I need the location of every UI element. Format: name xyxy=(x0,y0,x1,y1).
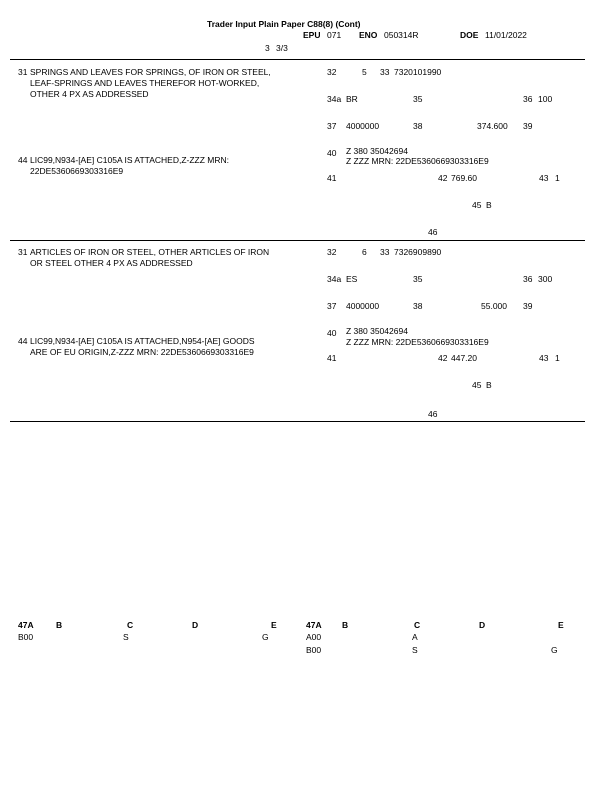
box47-header: B xyxy=(56,620,63,630)
box36-label: 36 xyxy=(523,274,533,284)
eno-label: ENO xyxy=(359,30,378,40)
box43-value: 1 xyxy=(555,353,560,363)
additional-info-line: 22DE5360669303316E9 xyxy=(30,166,124,176)
box47-header: 47A xyxy=(306,620,322,630)
box37-label: 37 xyxy=(327,301,337,311)
procedure-code: 4000000 xyxy=(346,121,380,131)
box44-label: 44 xyxy=(18,336,28,346)
item-number: 6 xyxy=(362,247,367,257)
item-price: 769.60 xyxy=(451,173,477,183)
box43-label: 43 xyxy=(539,353,549,363)
box47-header: C xyxy=(127,620,134,630)
box46-label: 46 xyxy=(428,409,438,419)
divider xyxy=(10,59,585,60)
box47-header: 47A xyxy=(18,620,34,630)
box35-label: 35 xyxy=(413,94,423,104)
method-of-payment: S xyxy=(123,632,129,642)
additional-info-line: LIC99,N934-[AE] C105A IS ATTACHED,N954-[AE] GOODS xyxy=(30,336,255,346)
box36-label: 36 xyxy=(523,94,533,104)
box36-value: 100 xyxy=(538,94,553,104)
document-title: Trader Input Plain Paper C88(8) (Cont) xyxy=(207,19,361,29)
method-of-payment: A xyxy=(412,632,418,642)
net-mass: 55.000 xyxy=(481,301,507,311)
procedure-code: 4000000 xyxy=(346,301,380,311)
tax-type: B00 xyxy=(18,632,34,642)
box41-label: 41 xyxy=(327,173,337,183)
box34a-label: 34a xyxy=(327,274,342,284)
page-number: 3 xyxy=(265,43,270,53)
box47-header: E xyxy=(558,620,564,630)
box35-label: 35 xyxy=(413,274,423,284)
tax-type: B00 xyxy=(306,645,322,655)
tax-type: A00 xyxy=(306,632,322,642)
box47-header: B xyxy=(342,620,349,630)
commodity-code: 7320101990 xyxy=(394,67,442,77)
doe-value: 11/01/2022 xyxy=(485,30,527,40)
goods-description-line: OR STEEL OTHER 4 PX AS ADDRESSED xyxy=(30,258,193,268)
previous-document-line: Z ZZZ MRN: 22DE5360669303316E9 xyxy=(346,337,489,347)
box45-label: 45 xyxy=(472,200,482,210)
epu-label: EPU xyxy=(303,30,321,40)
box47-header: D xyxy=(192,620,199,630)
goods-description-line: LEAF-SPRINGS AND LEAVES THEREFOR HOT-WORKED, xyxy=(30,78,260,88)
method-of-payment: S xyxy=(412,645,418,655)
box43-label: 43 xyxy=(539,173,549,183)
box45-value: B xyxy=(486,200,492,210)
box31-label: 31 xyxy=(18,247,28,257)
box47-header: C xyxy=(414,620,421,630)
box42-label: 42 xyxy=(438,353,448,363)
box34a-label: 34a xyxy=(327,94,342,104)
previous-document-line: Z 380 35042694 xyxy=(346,326,408,336)
box45-label: 45 xyxy=(472,380,482,390)
additional-info-line: ARE OF EU ORIGIN,Z-ZZZ MRN: 22DE5360669303316E9 xyxy=(30,347,254,357)
item-number: 5 xyxy=(362,67,367,77)
box37-label: 37 xyxy=(327,121,337,131)
tax-column-e: G xyxy=(262,632,269,642)
country-of-origin: BR xyxy=(346,94,358,104)
box40-label: 40 xyxy=(327,328,337,338)
box39-label: 39 xyxy=(523,301,533,311)
box32-label: 32 xyxy=(327,67,337,77)
country-of-origin: ES xyxy=(346,274,358,284)
box32-label: 32 xyxy=(327,247,337,257)
previous-document-line: Z 380 35042694 xyxy=(346,146,408,156)
previous-document-line: Z ZZZ MRN: 22DE5360669303316E9 xyxy=(346,156,489,166)
box41-label: 41 xyxy=(327,353,337,363)
divider xyxy=(10,421,585,422)
box39-label: 39 xyxy=(523,121,533,131)
additional-info-line: LIC99,N934-[AE] C105A IS ATTACHED,Z-ZZZ MRN: xyxy=(30,155,230,165)
item-price: 447.20 xyxy=(451,353,477,363)
box43-value: 1 xyxy=(555,173,560,183)
doe-label: DOE xyxy=(460,30,479,40)
goods-description-line: SPRINGS AND LEAVES FOR SPRINGS, OF IRON OR STEEL, xyxy=(30,67,271,77)
box36-value: 300 xyxy=(538,274,553,284)
box38-label: 38 xyxy=(413,121,423,131)
epu-value: 071 xyxy=(327,30,342,40)
divider xyxy=(10,240,585,241)
box42-label: 42 xyxy=(438,173,448,183)
box45-value: B xyxy=(486,380,492,390)
box31-label: 31 xyxy=(18,67,28,77)
box33-label: 33 xyxy=(380,67,390,77)
box44-label: 44 xyxy=(18,155,28,165)
box47-header: E xyxy=(271,620,277,630)
page-count: 3/3 xyxy=(276,43,288,53)
net-mass: 374.600 xyxy=(477,121,508,131)
goods-description-line: ARTICLES OF IRON OR STEEL, OTHER ARTICLES OF IRON xyxy=(30,247,270,257)
box33-label: 33 xyxy=(380,247,390,257)
commodity-code: 7326909890 xyxy=(394,247,442,257)
box40-label: 40 xyxy=(327,148,337,158)
goods-description-line: OTHER 4 PX AS ADDRESSED xyxy=(30,89,149,99)
box38-label: 38 xyxy=(413,301,423,311)
box47-header: D xyxy=(479,620,486,630)
eno-value: 050314R xyxy=(384,30,419,40)
tax-column-e: G xyxy=(551,645,558,655)
box46-label: 46 xyxy=(428,227,438,237)
